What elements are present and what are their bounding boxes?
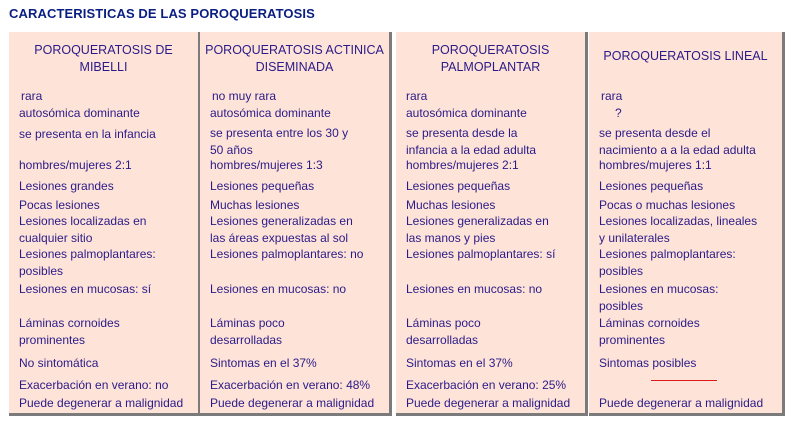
table-cell-line: se presenta en la infancia — [19, 127, 156, 141]
table-cell — [406, 395, 570, 412]
table-cell — [210, 178, 314, 195]
table-cell — [210, 157, 323, 174]
column-header — [589, 48, 782, 65]
table-cell — [210, 105, 331, 122]
table-cell — [406, 105, 527, 122]
table-cell — [406, 178, 510, 195]
table-cell — [406, 377, 566, 394]
table-cell-line: Lesiones localizadas, lineales — [599, 214, 758, 228]
table-cell — [599, 125, 756, 159]
table-cell-line: Lesiones pequeñas — [406, 179, 511, 193]
table-cell-line: Láminas poco — [406, 316, 481, 330]
page-title: CARACTERISTICAS DE LAS POROQUERATOSIS — [9, 6, 315, 21]
table-cell-line: hombres/mujeres 2:1 — [406, 158, 519, 172]
table-cell — [406, 355, 513, 372]
column-3 — [396, 32, 588, 416]
table-cell-line: Lesiones localizadas en — [19, 214, 147, 228]
table-cell-line: las áreas expuestas al sol — [210, 231, 349, 245]
table-cell — [599, 246, 736, 280]
empty-value-rule — [651, 380, 717, 381]
table-cell — [599, 178, 703, 195]
table-cell-line: Lesiones palmoplantares: — [599, 247, 736, 261]
table-cell-line: Lesiones generalizadas en — [210, 214, 353, 228]
table-cell-line: se presenta entre los 30 y — [210, 126, 349, 140]
table-cell-line: Lesiones en mucosas: sí — [19, 282, 152, 296]
table-cell-line: posibles — [19, 264, 64, 278]
table-cell-line: rara — [406, 89, 428, 103]
table-cell — [19, 355, 98, 372]
column-header — [200, 42, 389, 76]
table-cell-line: rara — [601, 89, 623, 103]
table-cell-line: autosómica dominante — [19, 106, 140, 120]
table-cell-line: desarrolladas — [406, 333, 479, 347]
table-cell — [599, 355, 696, 372]
column-header-line: POROQUERATOSIS — [431, 43, 550, 57]
table-cell — [406, 157, 519, 174]
table-cell-line: desarrolladas — [210, 333, 283, 347]
table-cell — [599, 395, 763, 412]
table-cell — [19, 126, 156, 143]
table-cell — [19, 157, 132, 174]
table-cell-line: hombres/mujeres 1:3 — [210, 158, 323, 172]
table-cell-line: Láminas cornoides — [599, 316, 700, 330]
table-cell-line: Sintomas posibles — [599, 356, 697, 370]
table-cell — [210, 246, 363, 263]
table-cell-line: Exacerbación en verano: no — [19, 378, 169, 392]
table-cell-line: no muy rara — [212, 89, 277, 103]
table-cell — [406, 197, 495, 214]
table-cell-line: Lesiones pequeñas — [210, 179, 315, 193]
table-cell-line: Lesiones en mucosas: — [599, 282, 719, 296]
column-header-line: DISEMINADA — [255, 60, 334, 74]
table-cell-line: Exacerbación en verano: 48% — [210, 378, 371, 392]
table-cell — [406, 281, 542, 298]
table-cell-line: se presenta desde el — [599, 126, 711, 140]
table-cell — [599, 281, 718, 315]
table-cell-line: cualquier sitio — [19, 231, 93, 245]
table-cell-line: Pocas lesiones — [19, 198, 100, 212]
table-cell-line: Láminas cornoides — [19, 316, 120, 330]
table-cell-line: posibles — [599, 299, 644, 313]
table-cell-line: rara — [21, 89, 43, 103]
table-cell — [19, 105, 140, 122]
table-cell-line: Láminas poco — [210, 316, 285, 330]
table-cell-line: ? — [615, 106, 622, 120]
table-cell — [19, 213, 146, 247]
table-cell-line: Exacerbación en verano: 25% — [406, 378, 567, 392]
table-cell — [615, 105, 622, 122]
table-cell-line: prominentes — [19, 333, 86, 347]
column-header — [396, 42, 585, 76]
column-header-line: PALMOPLANTAR — [440, 60, 541, 74]
table-cell-line: Muchas lesiones — [210, 198, 300, 212]
table-cell-line: autosómica dominante — [406, 106, 527, 120]
table-cell — [406, 125, 536, 159]
table-cell — [19, 246, 156, 280]
table-cell-line: Pocas o muchas lesiones — [599, 198, 736, 212]
table-cell-line: Lesiones palmoplantares: sí — [406, 247, 556, 261]
table-cell-line: No sintomática — [19, 356, 99, 370]
table-cell-line: 50 años — [210, 143, 253, 157]
table-cell — [406, 246, 555, 263]
table-cell — [210, 395, 374, 412]
column-4 — [589, 32, 785, 416]
table-cell-line: Puede degenerar a malignidad — [19, 396, 184, 410]
table-cell-line: Puede degenerar a malignidad — [406, 396, 571, 410]
table-cell — [19, 377, 168, 394]
table-cell — [19, 395, 183, 412]
table-cell-line: las manos y pies — [406, 231, 496, 245]
table-cell — [210, 355, 317, 372]
table-cell-line: Puede degenerar a malignidad — [599, 396, 764, 410]
table-cell-line: hombres/mujeres 1:1 — [599, 158, 712, 172]
table-cell-line: prominentes — [599, 333, 666, 347]
table-cell-line: autosómica dominante — [210, 106, 331, 120]
table-cell — [210, 213, 353, 247]
table-cell — [210, 315, 285, 349]
table-cell-line: nacimiento a a la edad adulta — [599, 143, 756, 157]
table-cell — [601, 88, 622, 105]
column-header — [9, 42, 198, 76]
table-cell — [212, 88, 276, 105]
table-cell-line: posibles — [599, 264, 644, 278]
table-cell — [21, 88, 42, 105]
table-cell-line: Lesiones palmoplantares: — [19, 247, 156, 261]
table-cell — [406, 213, 549, 247]
column-header-line: POROQUERATOSIS ACTINICA — [205, 43, 384, 57]
table-cell — [210, 377, 370, 394]
column-header-line: MIBELLI — [79, 60, 128, 74]
table-cell-line: Puede degenerar a malignidad — [210, 396, 375, 410]
table-cell-line: Lesiones en mucosas: no — [210, 282, 347, 296]
table-cell-line: Lesiones en mucosas: no — [406, 282, 543, 296]
column-header-line: POROQUERATOSIS DE — [34, 43, 173, 57]
table-cell-line: y unilaterales — [599, 231, 670, 245]
table-cell — [406, 315, 481, 349]
table-cell — [406, 88, 427, 105]
table-cell-line: Sintomas en el 37% — [406, 356, 513, 370]
column-header-line: POROQUERATOSIS LINEAL — [603, 49, 768, 63]
table-cell-line: hombres/mujeres 2:1 — [19, 158, 132, 172]
table-cell-line: Sintomas en el 37% — [210, 356, 317, 370]
table-cell — [210, 125, 348, 159]
table-cell-line: se presenta desde la — [406, 126, 518, 140]
table-cell-line: Lesiones grandes — [19, 179, 114, 193]
table-cell — [19, 178, 114, 195]
table-cell-line: infancia a la edad adulta — [406, 143, 537, 157]
table-cell — [599, 197, 735, 214]
table-cell — [210, 281, 346, 298]
table-cell — [19, 315, 120, 349]
column-2 — [200, 32, 392, 416]
table-cell-line: Lesiones palmoplantares: no — [210, 247, 364, 261]
table-cell — [599, 213, 757, 247]
column-1 — [9, 32, 201, 416]
table-cell-line: Muchas lesiones — [406, 198, 496, 212]
table-cell — [19, 281, 151, 298]
table-cell-line: Lesiones pequeñas — [599, 179, 704, 193]
table-cell — [599, 315, 700, 349]
table-cell — [19, 197, 100, 214]
table-cell — [599, 157, 712, 174]
table-cell — [210, 197, 299, 214]
table-cell-line: Lesiones generalizadas en — [406, 214, 549, 228]
